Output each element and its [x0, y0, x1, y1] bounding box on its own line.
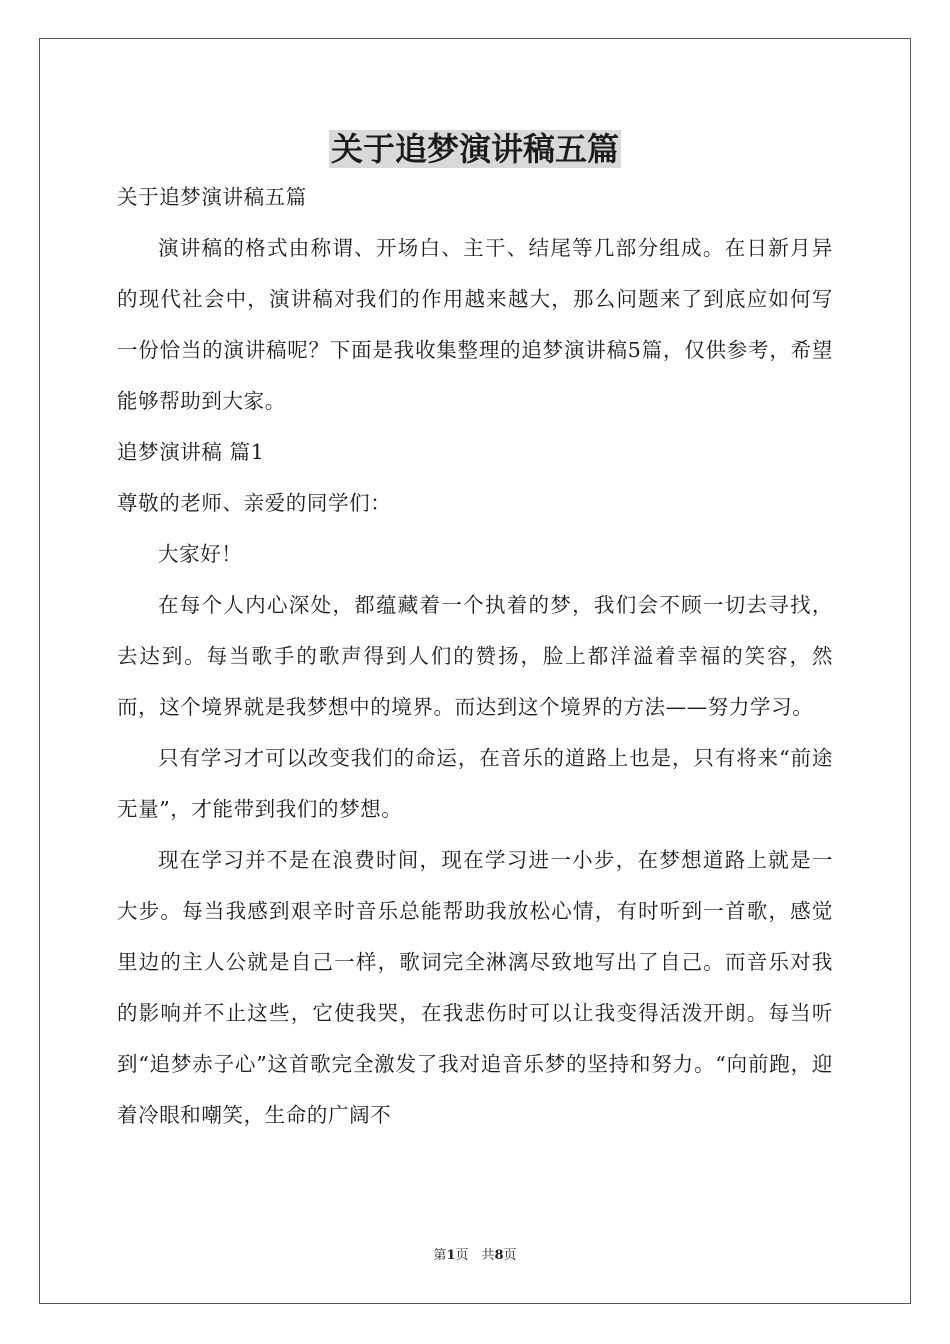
- section-heading: 追梦演讲稿 篇1: [117, 440, 265, 464]
- footer-prefix: 第: [433, 1248, 447, 1263]
- greeting: 大家好！: [158, 542, 243, 566]
- document-body: [117, 172, 833, 1141]
- document-title-text: 关于追梦演讲稿五篇: [330, 130, 619, 168]
- intro-paragraph: 演讲稿的格式由称谓、开场白、主干、结尾等几部分组成。在日新月异的现代社会中，演讲稿对我们的作用越来越大，那么问题来了到底应如何写一份恰当的演讲稿呢？下面是我收集整理的追梦演讲稿5篇，仅供参考，希望能够帮助到大家。: [117, 236, 833, 413]
- body-paragraph: 只有学习才可以改变我们的命运，在音乐的道路上也是，只有将来“前途无量”，才能带到我们的梦想。: [117, 746, 833, 821]
- body-paragraph: 在每个人内心深处，都蕴藏着一个执着的梦，我们会不顾一切去寻找，去达到。每当歌手的歌声得到人们的赞扬，脸上都洋溢着幸福的笑容，然而，这个境界就是我梦想中的境界。而达到这个境界的方法——努力学习。: [117, 593, 833, 719]
- salutation: 尊敬的老师、亲爱的同学们：: [117, 491, 392, 515]
- footer-suffix: 页: [503, 1248, 517, 1263]
- body-paragraph: 现在学习并不是在浪费时间，现在学习进一小步，在梦想道路上就是一大步。每当我感到艰辛时音乐总能帮助我放松心情，有时听到一首歌，感觉里边的主人公就是自己一样，歌词完全淋漓尽致地写出了自己。而音乐对我的影响并不止这些，它使我哭，在我悲伤时可以让我变得活泼开朗。每当听到“追梦赤子心”这首歌完全激发了我对追音乐梦的坚持和努力。“向前跑，迎着冷眼和嘲笑，生命的广阔不: [117, 848, 833, 1127]
- subtitle-line: 关于追梦演讲稿五篇: [117, 185, 307, 209]
- footer-middle: 页 共: [455, 1248, 495, 1263]
- document-title: [0, 124, 950, 174]
- total-pages-number: 8: [494, 1248, 504, 1263]
- page-footer: [0, 1246, 950, 1266]
- current-page-number: 1: [446, 1248, 456, 1263]
